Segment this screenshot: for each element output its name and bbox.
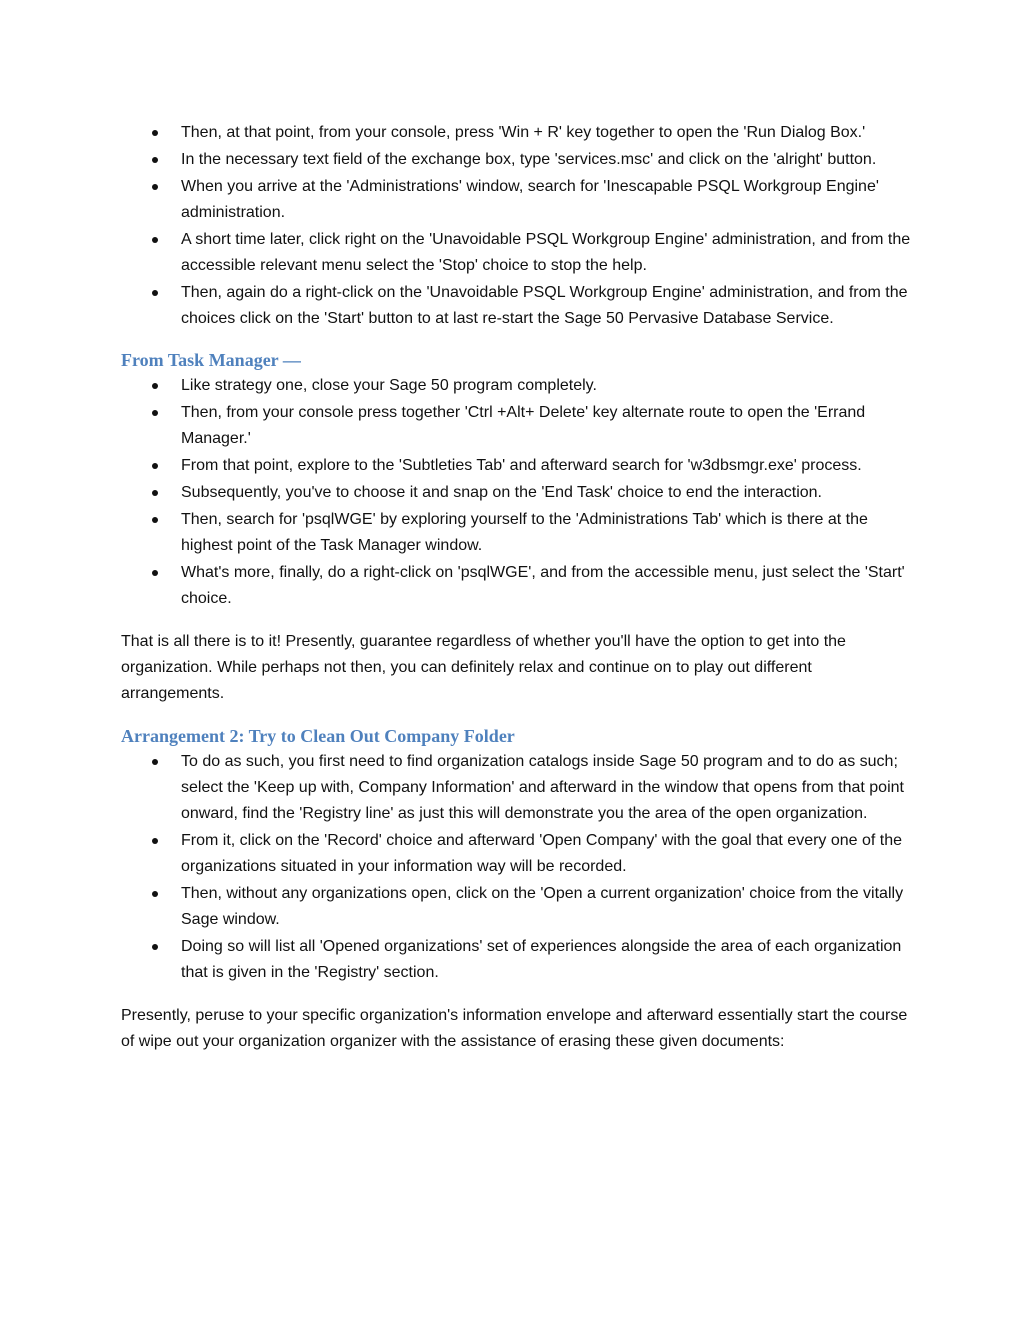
spacer bbox=[121, 707, 911, 723]
list-item: Then, search for 'psqlWGE' by exploring yourself to the 'Administrations Tab' which is there at the highest point of the Task Manager window. bbox=[121, 507, 911, 559]
list-item: To do as such, you first need to find organization catalogs inside Sage 50 program and to do as such; select the 'Keep up with, Company Information' and afterward in the window that opens from that point onward, find the 'Registry line' as just this will demonstrate you the area of the open organization. bbox=[121, 749, 911, 827]
list-item: Then, without any organizations open, click on the 'Open a current organization' choice from the vitally Sage window. bbox=[121, 881, 911, 933]
list-item: What's more, finally, do a right-click on 'psqlWGE', and from the accessible menu, just select the 'Start' choice. bbox=[121, 560, 911, 612]
list-item: Then, from your console press together 'Ctrl +Alt+ Delete' key alternate route to open the 'Errand Manager.' bbox=[121, 400, 911, 452]
list-item: A short time later, click right on the 'Unavoidable PSQL Workgroup Engine' administration, and from the accessible relevant menu select the 'Stop' choice to stop the help. bbox=[121, 227, 911, 279]
service-restart-steps-list bbox=[121, 120, 911, 332]
section-heading-task-manager: From Task Manager — bbox=[121, 350, 301, 370]
list-item: Subsequently, you've to choose it and snap on the 'End Task' choice to end the interaction. bbox=[121, 480, 911, 506]
document-page bbox=[121, 120, 911, 1055]
list-item: Like strategy one, close your Sage 50 program completely. bbox=[121, 373, 911, 399]
list-item: Then, at that point, from your console, press 'Win + R' key together to open the 'Run Dialog Box.' bbox=[121, 120, 911, 146]
list-item: Then, again do a right-click on the 'Unavoidable PSQL Workgroup Engine' administration, and from the choices click on the 'Start' button to at last re-start the Sage 50 Pervasive Database Service. bbox=[121, 280, 911, 332]
clean-company-folder-steps-list bbox=[121, 749, 911, 986]
paragraph-closing: Presently, peruse to your specific organization's information envelope and afterward essentially start the course of wipe out your organization organizer with the assistance of erasing these given documents: bbox=[121, 1007, 908, 1050]
paragraph-summary: That is all there is to it! Presently, guarantee regardless of whether you'll have the option to get into the organization. While perhaps not then, you can definitely relax and continue on to play out different arrangements. bbox=[121, 633, 846, 702]
list-item: When you arrive at the 'Administrations' window, search for 'Inescapable PSQL Workgroup Engine' administration. bbox=[121, 174, 911, 226]
list-item: In the necessary text field of the exchange box, type 'services.msc' and click on the 'alright' button. bbox=[121, 147, 911, 173]
list-item: Doing so will list all 'Opened organizations' set of experiences alongside the area of each organization that is given in the 'Registry' section. bbox=[121, 934, 911, 986]
list-item: From that point, explore to the 'Subtleties Tab' and afterward search for 'w3dbsmgr.exe' process. bbox=[121, 453, 911, 479]
spacer bbox=[121, 987, 911, 1003]
spacer bbox=[121, 333, 911, 347]
spacer bbox=[121, 613, 911, 629]
list-item: From it, click on the 'Record' choice and afterward 'Open Company' with the goal that every one of the organizations situated in your information way will be recorded. bbox=[121, 828, 911, 880]
section-heading-arrangement-2: Arrangement 2: Try to Clean Out Company Folder bbox=[121, 726, 515, 746]
task-manager-steps-list bbox=[121, 373, 911, 612]
